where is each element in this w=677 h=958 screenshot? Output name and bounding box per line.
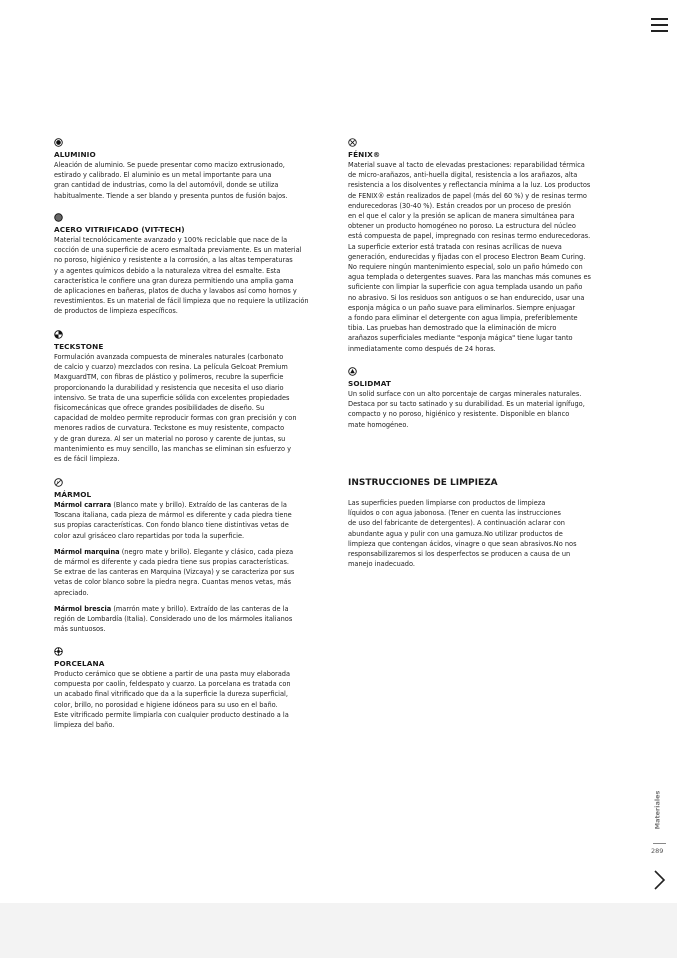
- filled-circle-icon: [54, 138, 63, 147]
- material-teckstone: [54, 330, 339, 464]
- material-acero-vitrificado: [54, 213, 339, 317]
- material-title: SOLIDMAT: [348, 379, 391, 388]
- material-title: TECKSTONE: [54, 342, 104, 351]
- cleaning-instructions: [348, 477, 633, 569]
- material-title: MÁRMOL: [54, 490, 92, 499]
- material-marmol: [54, 478, 339, 640]
- flower-icon: [54, 647, 63, 656]
- material-aluminio: [54, 138, 339, 201]
- marmol-type: Mármol carrara: [54, 501, 112, 509]
- marmol-carrara: [54, 500, 339, 541]
- marmol-brescia: [54, 604, 339, 635]
- material-title: ALUMINIO: [54, 150, 96, 159]
- material-title: PORCELANA: [54, 659, 105, 668]
- material-description: Formulación avanzada compuesta de minerales naturales (carbonato de calcio y cuarzo) mezclados con resina. La película Gelcoat Premium MaxguardTM, con fibras de plástico y polímeros, recubre la superficie proporcionando la durabilidad y resistencia que necesita el uso diario intensivo. Se trata de una superficie sólida con excelentes propiedades físicomecánicas que ofrece grandes posibilidades de diseño. Su capacidad de moldeo permite reproducir formas con gran precisión y con menores radios de curvatura. Teckstone es muy resistente, compacto y de gran dureza. Al ser un material no poroso y carente de juntas, su mantenimiento es muy sencillo, las manchas se eliminan sin esfuerzo y es de fácil limpieza.: [54, 353, 297, 464]
- marmol-type: Mármol marquina: [54, 547, 120, 556]
- material-description: Material suave al tacto de elevadas prestaciones: reparabilidad térmica de micro-arañazos, anti-huella digital, resistencia a los arañazos, alta resistencia a los disolventes y reflectancia mínima a la luz. Los productos de FENIX® están realizados de papel (más del 60 %) y de resinas termo endurecedoras (30-40 %). Están creados por un proceso de presión en el que el calor y la presión se aplican de manera simultánea para obtener un producto homogéneo no poroso. La estructura del núcleo está compuesta de papel, impregnado con resinas termo endurecedoras. La superficie exterior está tratada con resinas acrílicas de nueva generación, endurecidas y fijadas con el proceso Electron Beam Curing. No requiere ningún mantenimiento especial, solo un paño húmedo con agua templada o detergentes suaves. Para las manchas más comunes es suficiente con limpiar la superficie con agua templada usando un paño no abrasivo. Si los residuos son antiguos o se han endurecido, usar una esponja mágica o un paño suave para eliminarlos. Siempre enjuagar a fondo para eliminar el detergente con agua limpia, preferiblemente tibia. Las pruebas han demostrado que la eliminación de micro arañazos superficiales mediante "esponja mágica" tiene lugar tanto inmediatamente como después de 24 horas.: [348, 161, 591, 353]
- marmol-description: (negro mate y brillo). Elegante y clásico, cada pieza de mármol es diferente y cada piedra tiene sus propias características. Se extrae de las canteras en Marquina (Vizcaya) y se caracteriza por sus vetas de color blanco sobre la piedra negra. Cuantas menos vetas, más apreciado.: [54, 547, 295, 597]
- gray-dot-icon: [54, 213, 63, 222]
- material-description: Material tecnolócicamente avanzado y 100% reciclable que nace de la cocción de una superficie de acero esmaltada previamente. Es un material no poroso, higiénico y resistente a la corrosión, a las altas temperaturas y a agentes químicos debido a la naturaleza vitrea del esmalte. Esta característica le confiere una gran dureza permitiendo una amplia gama de aplicaciones en bañeras, platos de ducha y lavabos así como hornos y revestimientos. Es un material de fácil limpieza que no requiere la utilización de productos de limpieza específicos.: [54, 236, 309, 316]
- material-porcelana: [54, 647, 339, 730]
- chevron-right-icon[interactable]: [650, 868, 670, 892]
- material-title: FÉNIX®: [348, 150, 381, 159]
- marmol-type: Mármol brescia: [54, 604, 112, 613]
- ball-icon: [54, 330, 63, 339]
- material-description: Aleación de aluminio. Se puede presentar como macizo extrusionado, estirado y calibrado. El aluminio es un metal importante para una gran cantidad de industrias, como la del automóvil, donde se utiliza habitualmente. Tiende a ser blando y presenta puntos de fusión bajos.: [54, 161, 288, 200]
- cleaning-heading: INSTRUCCIONES DE LIMPIEZA: [348, 478, 498, 488]
- hamburger-menu-button[interactable]: [651, 18, 668, 32]
- material-fenix: [348, 138, 633, 354]
- page-number: 289: [651, 847, 664, 855]
- footer-bar: [0, 903, 677, 958]
- material-solidmat: [348, 367, 633, 430]
- marmol-description: (Blanco mate y brillo). Extraído de las canteras de la Toscana italiana, cada pieza de mármol es diferente y cada piedra tiene sus propias características. Con fondo blanco tiene distintivas vetas de color azul grisáceo claro repartidas por toda la superficie.: [54, 501, 292, 540]
- triangle-circle-icon: [348, 367, 357, 376]
- marble-icon: [54, 478, 63, 487]
- section-label: Materiales: [653, 790, 662, 830]
- cleaning-text: Las superficies pueden limpiarse con productos de limpieza líquidos o con agua jabonosa. (Tener en cuenta las instrucciones de uso del fabricante de detergentes). A continuación aclarar con abundante agua y pulir con una gamuza.No utilizar productos de limpieza que contengan ácidos, vinagre o que sean abrasivos.No nos responsabilizaremos si los desperfectos se producen a causa de un manejo inadecuado.: [348, 499, 577, 569]
- material-description: Un solid surface con un alto porcentaje de cargas minerales naturales. Destaca por su tacto satinado y su durabilidad. Es un material ignífugo, compacto y no poroso, higiénico y resistente. Disponible en blanco mate homogéneo.: [348, 390, 585, 429]
- marmol-description: (marrón mate y brillo). Extraído de las canteras de la región de Lombardía (Italia). Considerado uno de los mármoles italianos más suntuosos.: [54, 604, 293, 634]
- divider: [653, 843, 666, 844]
- section-tab: [652, 790, 668, 835]
- material-description: Producto cerámico que se obtiene a partir de una pasta muy elaborada compuesta por caolín, feldespato y cuarzo. La porcelana es tratada con un acabado final vitrificado que da a la superficie la dureza superficial, color, brillo, no porosidad e higiene idóneos para su uso en el baño. Este vitrificado permite limpiarla con cualquier producto destinado a la limpieza del baño.: [54, 670, 291, 730]
- crossed-circle-icon: [348, 138, 357, 147]
- material-title: ACERO VITRIFICADO (VIT-TECH): [54, 225, 185, 234]
- marmol-marquina: [54, 547, 339, 598]
